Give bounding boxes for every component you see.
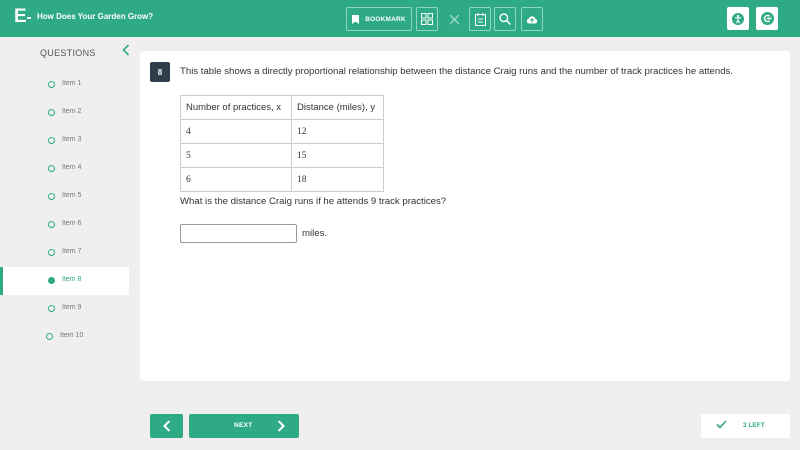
- remaining-label: 3 LEFT: [743, 422, 765, 429]
- status-circle-icon: [48, 165, 55, 172]
- unit-label: miles.: [302, 228, 328, 239]
- sidebar-item-label: Item 9: [62, 304, 82, 311]
- notepad-icon: [475, 13, 486, 26]
- sidebar-item-2[interactable]: [0, 99, 129, 127]
- status-circle-icon: [48, 193, 55, 200]
- sidebar-item-label: Item 10: [60, 332, 84, 339]
- table-cell: 4: [181, 120, 292, 144]
- cloud-upload-icon: [526, 14, 538, 24]
- top-bar: [0, 0, 800, 37]
- remaining-review-button[interactable]: [701, 414, 790, 438]
- sidebar-item-6[interactable]: [0, 211, 129, 239]
- question-number-badge: 8: [150, 62, 170, 82]
- table-header-row: [181, 96, 384, 120]
- question-prompt: This table shows a directly proportional relationship between the distance Craig runs and the number of track practices he attends.: [180, 66, 734, 77]
- status-circle-icon: [48, 81, 55, 88]
- logo-mark: [27, 17, 31, 19]
- column-header: Number of practices, x: [181, 96, 292, 120]
- exit-icon: [761, 12, 774, 25]
- status-circle-icon: [48, 305, 55, 312]
- status-circle-icon: [48, 137, 55, 144]
- next-button[interactable]: [189, 414, 299, 438]
- sidebar-item-3[interactable]: [0, 127, 129, 155]
- table-cell: 5: [181, 144, 292, 168]
- exit-button[interactable]: [756, 7, 778, 30]
- bookmark-label: BOOKMARK: [365, 15, 406, 23]
- column-header: Distance (miles), y: [292, 96, 384, 120]
- bookmark-icon: [352, 15, 359, 24]
- question-card: [140, 51, 790, 381]
- table-cell: 12: [292, 120, 384, 144]
- magnifier-button[interactable]: [494, 7, 516, 31]
- sidebar-item-10[interactable]: [0, 323, 129, 351]
- status-circle-icon: [48, 249, 55, 256]
- status-circle-icon: [48, 277, 55, 284]
- accessibility-icon: [732, 13, 744, 25]
- question-text: What is the distance Craig runs if he attends 9 track practices?: [180, 196, 447, 207]
- sidebar-item-label: Item 2: [62, 108, 82, 115]
- table-row: [181, 144, 384, 168]
- question-sidebar: [0, 37, 130, 450]
- chevron-right-icon: [277, 420, 285, 432]
- active-indicator: [0, 267, 3, 295]
- sidebar-item-1[interactable]: [0, 71, 129, 99]
- next-label: NEXT: [234, 422, 253, 429]
- app-title: How Does Your Garden Grow?: [37, 12, 154, 21]
- sidebar-item-label: Item 8: [62, 276, 82, 283]
- status-circle-icon: [48, 221, 55, 228]
- sidebar-heading: QUESTIONS: [40, 48, 96, 58]
- chevron-left-icon: [163, 420, 171, 432]
- checkmark-icon: [716, 420, 727, 429]
- status-circle-icon: [48, 109, 55, 116]
- sidebar-item-7[interactable]: [0, 239, 129, 267]
- save-cloud-button[interactable]: [521, 7, 543, 31]
- close-icon: [449, 14, 460, 25]
- sidebar-item-5[interactable]: [0, 183, 129, 211]
- bookmark-button[interactable]: [346, 7, 412, 31]
- previous-button[interactable]: [150, 414, 183, 438]
- sidebar-item-label: Item 3: [62, 136, 82, 143]
- status-circle-icon: [46, 333, 53, 340]
- data-table: [180, 95, 384, 192]
- sidebar-item-label: Item 5: [62, 192, 82, 199]
- chevron-left-icon[interactable]: [122, 44, 130, 56]
- sidebar-item-label: Item 7: [62, 248, 82, 255]
- sidebar-item-label: Item 6: [62, 220, 82, 227]
- sidebar-item-label: Item 1: [62, 80, 82, 87]
- table-row: [181, 120, 384, 144]
- sidebar-item-4[interactable]: [0, 155, 129, 183]
- eliminate-button[interactable]: [443, 7, 465, 31]
- table-cell: 6: [181, 168, 292, 192]
- answer-input[interactable]: [180, 224, 297, 243]
- grid-button[interactable]: [416, 7, 438, 31]
- table-cell: 15: [292, 144, 384, 168]
- sidebar-item-9[interactable]: [0, 295, 129, 323]
- app-logo: E: [14, 6, 27, 27]
- notepad-button[interactable]: [469, 7, 491, 31]
- sidebar-item-label: Item 4: [62, 164, 82, 171]
- grid-icon: [421, 13, 433, 25]
- sidebar-item-8[interactable]: [0, 267, 129, 295]
- magnifier-icon: [499, 13, 511, 25]
- table-row: [181, 168, 384, 192]
- accessibility-button[interactable]: [727, 7, 749, 30]
- table-cell: 18: [292, 168, 384, 192]
